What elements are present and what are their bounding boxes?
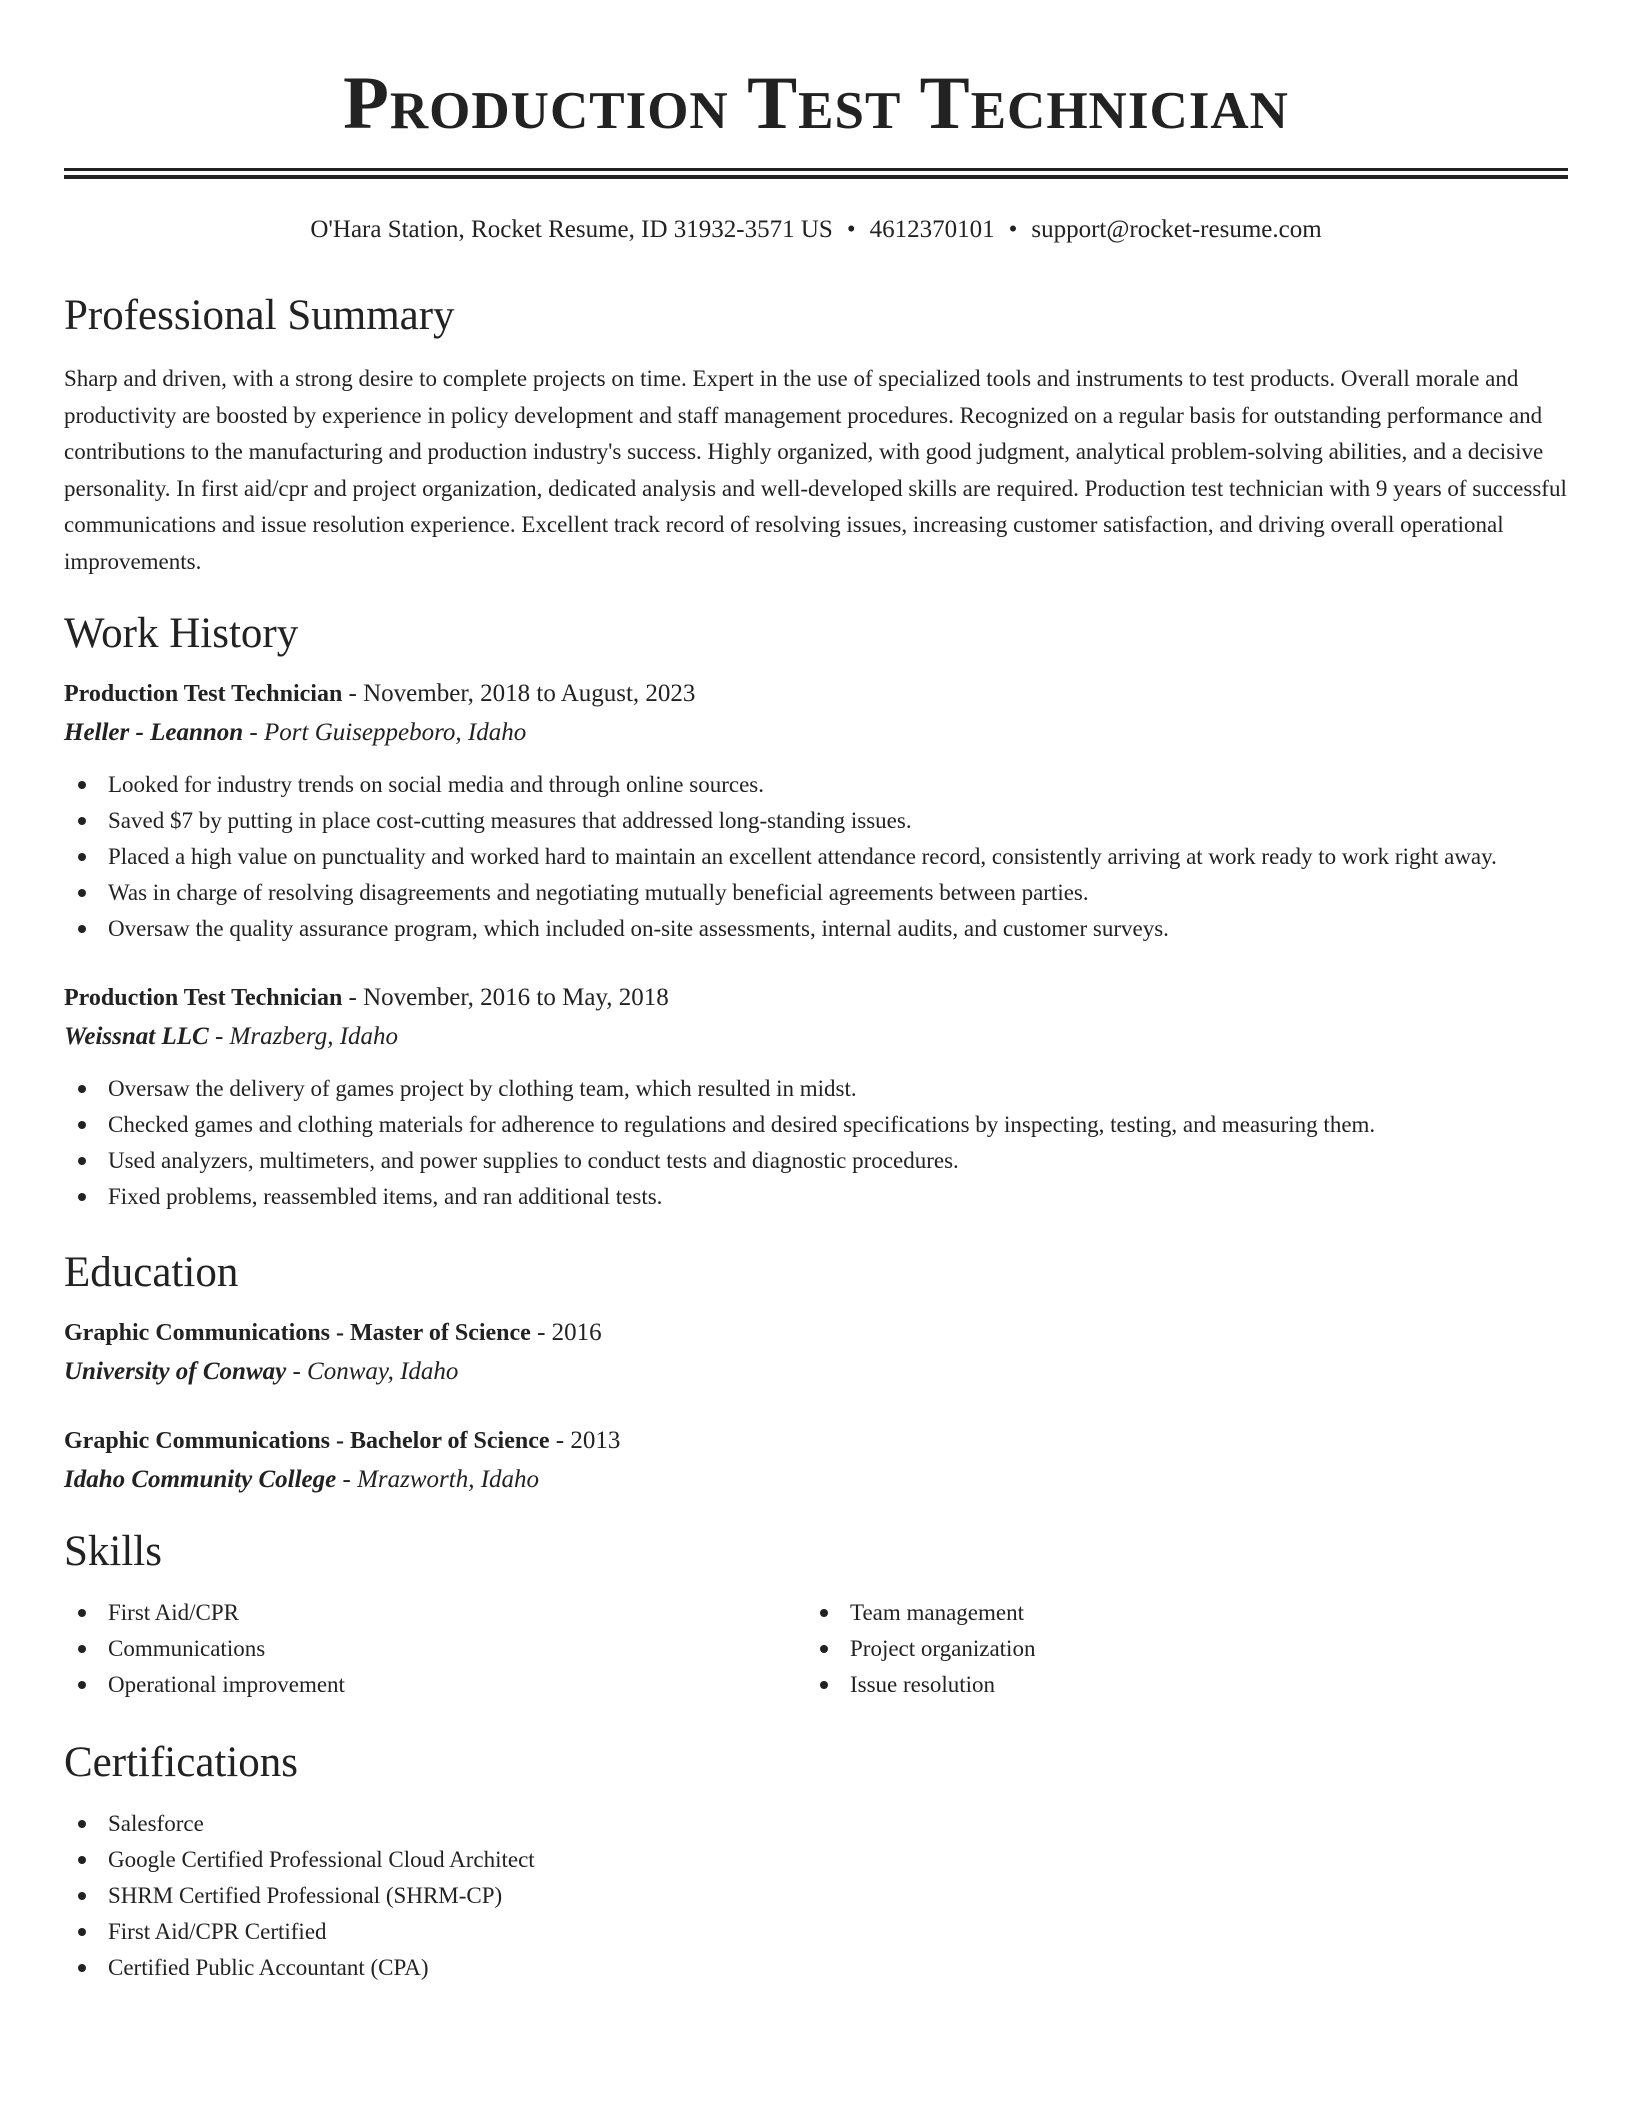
skill-item: Communications <box>64 1631 806 1667</box>
resume-title: Production Test Technician <box>343 62 1289 145</box>
list-item: Was in charge of resolving disagreements and negotiating mutually beneficial agreements between parties. <box>64 875 1568 911</box>
list-item: Checked games and clothing materials for adherence to regulations and desired specifications by inspecting, testing, and measuring them. <box>64 1107 1568 1143</box>
job-company: Heller - Leannon <box>64 719 244 746</box>
skill-item: First Aid/CPR <box>64 1595 806 1631</box>
certification-item: Salesforce <box>64 1806 1568 1842</box>
title-rule-bottom <box>64 175 1568 179</box>
job-entry <box>64 681 1568 947</box>
list-item: Oversaw the quality assurance program, which included on-site assessments, internal audits, and customer surveys. <box>64 911 1568 947</box>
job-company: Weissnat LLC <box>64 1023 209 1050</box>
education-year: - 2016 <box>530 1319 602 1346</box>
list-item: Placed a high value on punctuality and worked hard to maintain an excellent attendance record, consistently arriving at work ready to work right away. <box>64 839 1568 875</box>
contact-phone: 4612370101 <box>869 216 995 243</box>
skill-item: Project organization <box>806 1631 1548 1667</box>
contact-address: O'Hara Station, Rocket Resume, ID 31932-3571 US <box>310 216 833 243</box>
list-item: Looked for industry trends on social media and through online sources. <box>64 767 1568 803</box>
education-school-line <box>64 1467 1568 1492</box>
summary-text: Sharp and driven, with a strong desire to complete projects on time. Expert in the use of specialized tools and instruments to test products. Overall morale and productivity are boosted by experience in policy development and staff management procedures. Recognized on a regular basis for outstanding performance and contributions to the manufacturing and production industry's success. Highly organized, with good judgment, analytical problem-solving abilities, and a decisive personality. In first aid/cpr and project organization, dedicated analysis and well-developed skills are required. Production test technician with 9 years of successful communications and issue resolution experience. Excellent track record of resolving issues, increasing customer satisfaction, and driving overall operational improvements. <box>64 366 1567 574</box>
certification-item: First Aid/CPR Certified <box>64 1914 1568 1950</box>
certification-item: Google Certified Professional Cloud Architect <box>64 1842 1568 1878</box>
education-header <box>64 1428 1568 1453</box>
job-entry <box>64 985 1568 1215</box>
education-school: Idaho Community College <box>64 1466 337 1493</box>
certifications-list <box>64 1806 1568 1986</box>
job-bullets <box>64 767 1568 947</box>
job-header <box>64 681 1568 706</box>
list-item: Oversaw the delivery of games project by clothing team, which resulted in midst. <box>64 1071 1568 1107</box>
job-company-line <box>64 720 1568 745</box>
job-title: Production Test Technician <box>64 681 343 707</box>
certification-item: Certified Public Accountant (CPA) <box>64 1950 1568 1986</box>
job-location: - Mrazberg, Idaho <box>208 1023 399 1050</box>
skills-column-left <box>64 1595 806 1703</box>
section-heading-summary: Professional Summary <box>64 292 455 339</box>
education-entry <box>64 1428 1568 1492</box>
section-heading-certifications: Certifications <box>64 1739 299 1786</box>
skill-item: Issue resolution <box>806 1667 1548 1703</box>
section-heading-work-history: Work History <box>64 610 299 657</box>
contact-separator: • <box>846 216 856 243</box>
contact-email: support@rocket-resume.com <box>1031 216 1322 243</box>
contact-line <box>64 217 1568 242</box>
education-degree: Graphic Communications - Master of Science <box>64 1320 531 1346</box>
skills-column-right <box>806 1595 1548 1703</box>
education-degree: Graphic Communications - Bachelor of Science <box>64 1428 550 1454</box>
education-school: University of Conway <box>64 1358 287 1385</box>
skills-grid <box>64 1595 1568 1703</box>
section-heading-skills: Skills <box>64 1528 162 1575</box>
list-item: Fixed problems, reassembled items, and ran additional tests. <box>64 1179 1568 1215</box>
job-dates: - November, 2016 to May, 2018 <box>342 984 669 1011</box>
section-heading-education: Education <box>64 1249 239 1296</box>
education-location: - Conway, Idaho <box>286 1358 459 1385</box>
list-item: Saved $7 by putting in place cost-cutting measures that addressed long-standing issues. <box>64 803 1568 839</box>
education-entry <box>64 1320 1568 1384</box>
job-dates: - November, 2018 to August, 2023 <box>342 680 696 707</box>
education-year: - 2013 <box>549 1427 621 1454</box>
list-item: Used analyzers, multimeters, and power supplies to conduct tests and diagnostic procedures. <box>64 1143 1568 1179</box>
job-company-line <box>64 1024 1568 1049</box>
job-header <box>64 985 1568 1010</box>
education-header <box>64 1320 1568 1345</box>
job-location: - Port Guiseppeboro, Idaho <box>243 719 527 746</box>
job-bullets <box>64 1071 1568 1215</box>
skill-item: Operational improvement <box>64 1667 806 1703</box>
education-location: - Mrazworth, Idaho <box>336 1466 540 1493</box>
contact-separator: • <box>1008 216 1018 243</box>
certification-item: SHRM Certified Professional (SHRM-CP) <box>64 1878 1568 1914</box>
education-school-line <box>64 1359 1568 1384</box>
skill-item: Team management <box>806 1595 1548 1631</box>
job-title: Production Test Technician <box>64 985 343 1011</box>
